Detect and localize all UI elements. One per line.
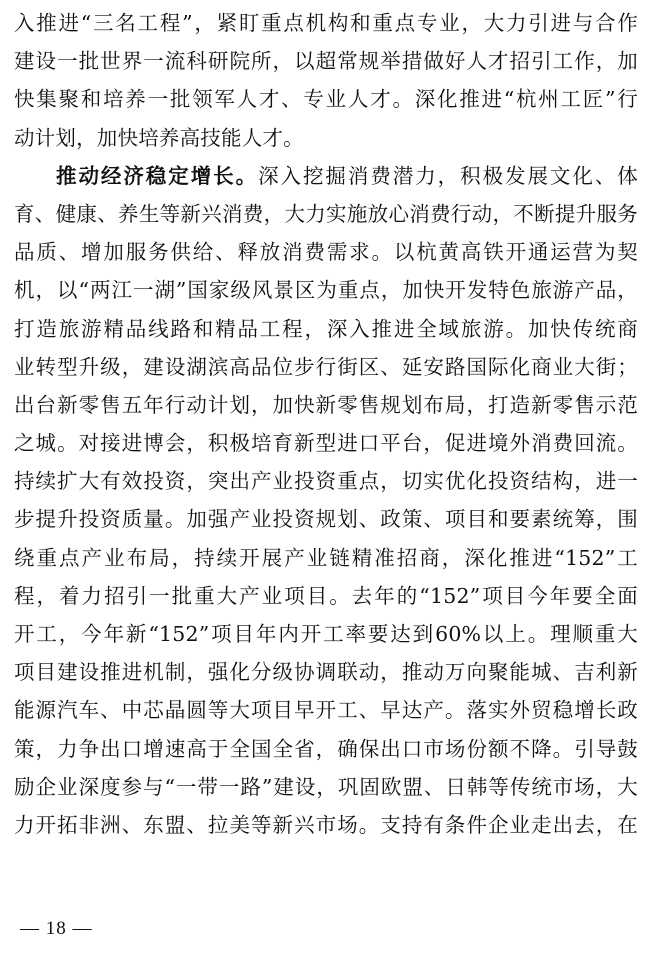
text-line: 出台新零售五年行动计划，加快新零售规划布局，打造新零售示范 — [14, 392, 638, 417]
text-line: 快集聚和培养一批领军人才、专业人才。深化推进“杭州工匠”行 — [14, 87, 638, 112]
text-line: 机，以“两江一湖”国家级风景区为重点，加快开发特色旅游产品， — [14, 278, 638, 303]
paragraph-first-line — [14, 157, 638, 195]
text-line: 建设一批世界一流科研院所，以超常规举措做好人才招引工作，加 — [14, 49, 638, 74]
text-line: 励企业深度参与“一带一路”建设，巩固欧盟、日韩等传统市场，大 — [14, 774, 638, 799]
text-line: 品质、增加服务供给、释放消费需求。以杭黄高铁开通运营为契 — [14, 240, 638, 265]
text-line: 力开拓非洲、东盟、拉美等新兴市场。支持有条件企业走出去，在 — [14, 812, 638, 837]
text-line: 入推进“三名工程”，紧盯重点机构和重点专业，大力引进与合作 — [14, 11, 638, 35]
text-line: 育、健康、养生等新兴消费，大力实施放心消费行动，不断提升服务 — [14, 201, 638, 226]
text-line: 绕重点产业布局，持续开展产业链精准招商，深化推进“152”工 — [14, 545, 638, 570]
text-line: 深入挖掘消费潜力，积极发展文化、体 — [258, 163, 638, 188]
text-line: 之城。对接进博会，积极培育新型进口平台，促进境外消费回流。 — [14, 431, 638, 456]
text-line: 持续扩大有效投资，突出产业投资重点，切实优化投资结构，进一 — [14, 469, 638, 494]
text-line: 打造旅游精品线路和精品工程，深入推进全域旅游。加快传统商 — [14, 316, 638, 341]
text-line: 动计划，加快培养高技能人才。 — [14, 125, 304, 150]
section-heading: 推动经济稳定增长。 — [56, 163, 259, 188]
text-line: 项目建设推进机制，强化分级协调联动，推动万向聚能城、吉利新 — [14, 660, 638, 685]
document-body — [14, 4, 638, 844]
page-number: — 18 — — [20, 918, 93, 939]
text-line: 业转型升级，建设湖滨高品位步行街区、延安路国际化商业大街； — [14, 354, 638, 379]
text-line: 能源汽车、中芯晶圆等大项目早开工、早达产。落实外贸稳增长政 — [14, 698, 638, 723]
text-line: 开工，今年新“152”项目年内开工率要达到60%以上。理顺重大 — [14, 622, 638, 646]
text-line: 策，力争出口增速高于全国全省，确保出口市场份额不降。引导鼓 — [14, 736, 638, 761]
text-line: 程，着力招引一批重大产业项目。去年的“152”项目今年要全面 — [14, 583, 638, 608]
text-line: 步提升投资质量。加强产业投资规划、政策、项目和要素统筹，围 — [14, 507, 638, 532]
